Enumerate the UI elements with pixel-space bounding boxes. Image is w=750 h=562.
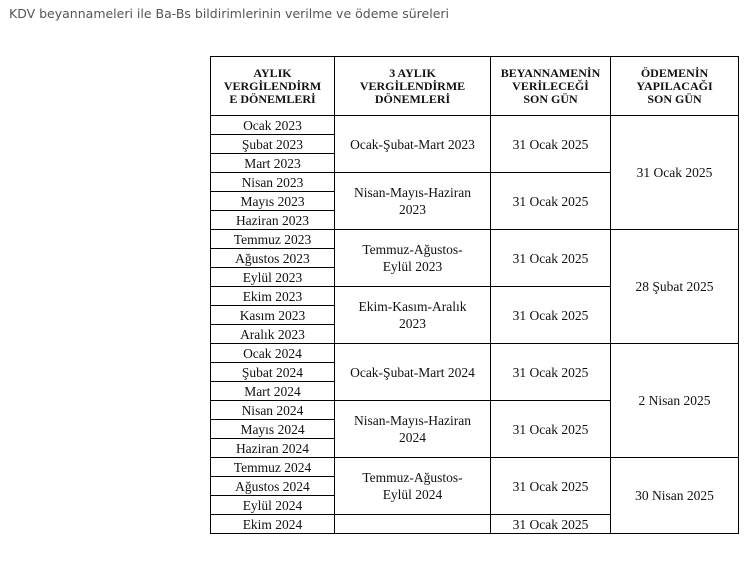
quarter-cell: Nisan-Mayıs-Haziran 2023 bbox=[335, 173, 491, 230]
header-filing-deadline: BEYANNAMENİN VERİLECEĞİ SON GÜN bbox=[491, 57, 611, 116]
month-cell: Kasım 2023 bbox=[211, 306, 335, 325]
filing-date-cell: 31 Ocak 2025 bbox=[491, 173, 611, 230]
month-cell: Mart 2024 bbox=[211, 382, 335, 401]
table-row bbox=[211, 344, 739, 363]
payment-date-cell: 30 Nisan 2025 bbox=[611, 458, 739, 534]
month-cell: Ekim 2023 bbox=[211, 287, 335, 306]
filing-date-cell: 31 Ocak 2025 bbox=[491, 344, 611, 401]
page-caption: KDV beyannameleri ile Ba-Bs bildirimlerinin verilme ve ödeme süreleri bbox=[9, 6, 449, 21]
table-row bbox=[211, 458, 739, 477]
quarter-cell: Ekim-Kasım-Aralık 2023 bbox=[335, 287, 491, 344]
month-cell: Haziran 2024 bbox=[211, 439, 335, 458]
header-quarterly-periods: 3 AYLIK VERGİLENDİRME DÖNEMLERİ bbox=[335, 57, 491, 116]
month-cell: Nisan 2024 bbox=[211, 401, 335, 420]
quarter-cell: Temmuz-Ağustos- Eylül 2023 bbox=[335, 230, 491, 287]
month-cell: Nisan 2023 bbox=[211, 173, 335, 192]
month-cell: Mayıs 2024 bbox=[211, 420, 335, 439]
month-cell: Şubat 2023 bbox=[211, 135, 335, 154]
month-cell: Haziran 2023 bbox=[211, 211, 335, 230]
header-payment-deadline: ÖDEMENİN YAPILACAĞI SON GÜN bbox=[611, 57, 739, 116]
payment-date-cell: 2 Nisan 2025 bbox=[611, 344, 739, 458]
month-cell: Ağustos 2023 bbox=[211, 249, 335, 268]
month-cell: Mart 2023 bbox=[211, 154, 335, 173]
kdv-deadline-table bbox=[210, 56, 739, 534]
filing-date-cell: 31 Ocak 2025 bbox=[491, 116, 611, 173]
filing-date-cell: 31 Ocak 2025 bbox=[491, 515, 611, 534]
month-cell: Ekim 2024 bbox=[211, 515, 335, 534]
quarter-cell: Ocak-Şubat-Mart 2024 bbox=[335, 344, 491, 401]
quarter-cell: Ocak-Şubat-Mart 2023 bbox=[335, 116, 491, 173]
filing-date-cell: 31 Ocak 2025 bbox=[491, 458, 611, 515]
payment-date-cell: 28 Şubat 2025 bbox=[611, 230, 739, 344]
month-cell: Ocak 2023 bbox=[211, 116, 335, 135]
month-cell: Temmuz 2023 bbox=[211, 230, 335, 249]
filing-date-cell: 31 Ocak 2025 bbox=[491, 230, 611, 287]
month-cell: Aralık 2023 bbox=[211, 325, 335, 344]
month-cell: Eylül 2023 bbox=[211, 268, 335, 287]
header-monthly-periods: AYLIK VERGİLENDİRM E DÖNEMLERİ bbox=[211, 57, 335, 116]
payment-date-cell: 31 Ocak 2025 bbox=[611, 116, 739, 230]
table-row bbox=[211, 116, 739, 135]
quarter-cell bbox=[335, 515, 491, 534]
month-cell: Temmuz 2024 bbox=[211, 458, 335, 477]
table-row bbox=[211, 230, 739, 249]
month-cell: Mayıs 2023 bbox=[211, 192, 335, 211]
quarter-cell: Nisan-Mayıs-Haziran 2024 bbox=[335, 401, 491, 458]
quarter-cell: Temmuz-Ağustos- Eylül 2024 bbox=[335, 458, 491, 515]
month-cell: Ocak 2024 bbox=[211, 344, 335, 363]
month-cell: Şubat 2024 bbox=[211, 363, 335, 382]
month-cell: Eylül 2024 bbox=[211, 496, 335, 515]
filing-date-cell: 31 Ocak 2025 bbox=[491, 401, 611, 458]
filing-date-cell: 31 Ocak 2025 bbox=[491, 287, 611, 344]
table-header-row bbox=[211, 57, 739, 116]
month-cell: Ağustos 2024 bbox=[211, 477, 335, 496]
